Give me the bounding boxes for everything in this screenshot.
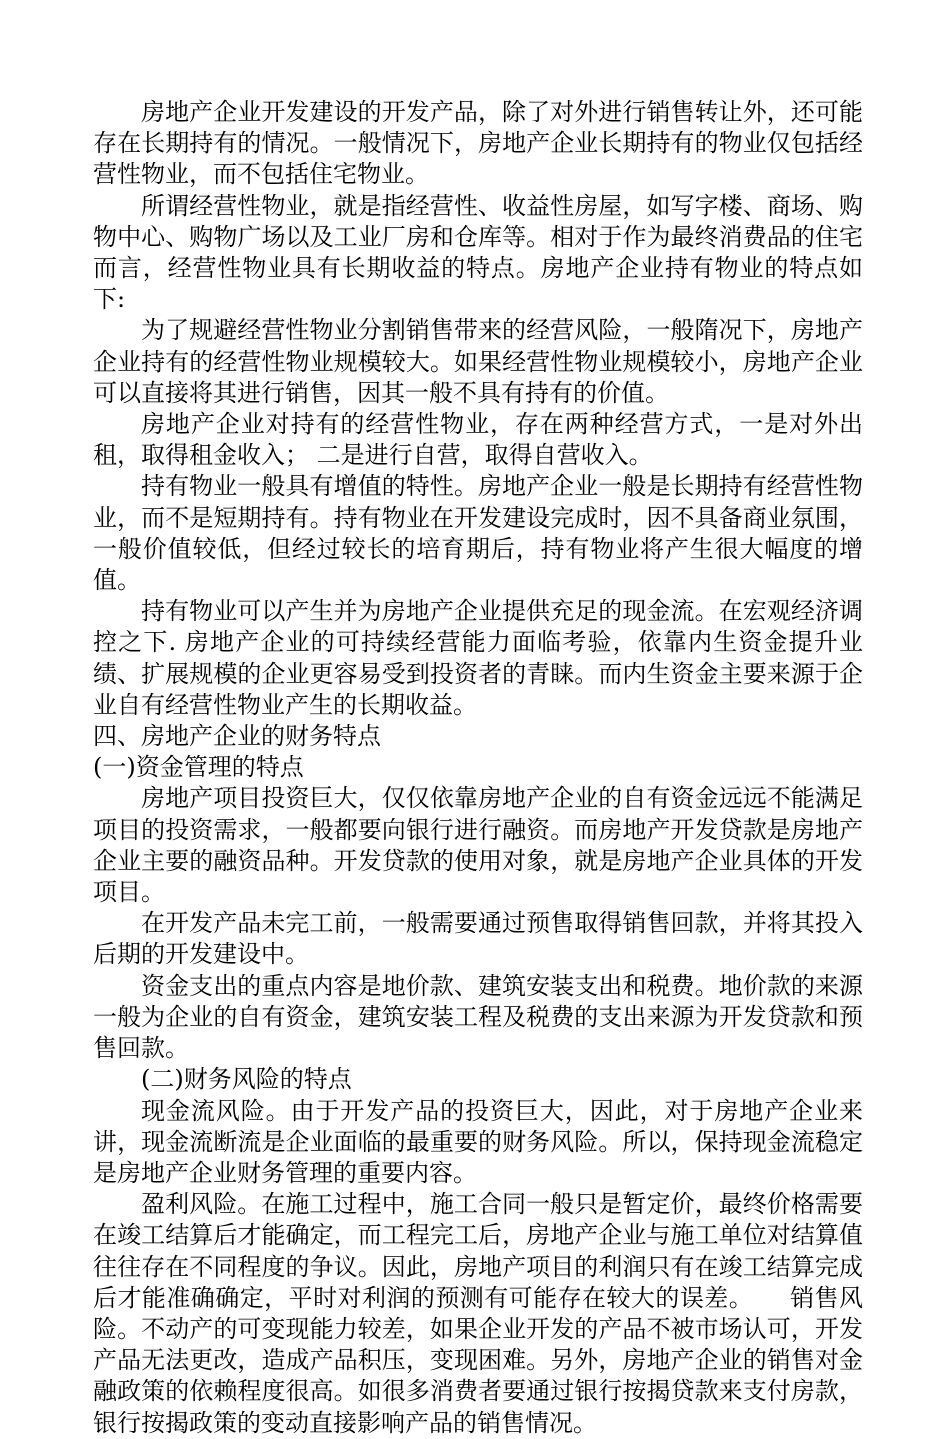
paragraph-presale: 在开发产品未完工前，一般需要通过预售取得销售回款，并将其投入后期的开发建设中。 <box>93 909 863 969</box>
document-body <box>93 97 863 1439</box>
paragraph-operation-modes: 房地产企业对持有的经营性物业，存在两种经营方式，一是对外出租，取得租金收入； 二是进行自营，取得自营收入。 <box>93 410 863 470</box>
paragraph-operating-property-definition: 所谓经营性物业，就是指经营性、收益性房屋，如写字楼、商场、购物中心、购物广场以及工业厂房和仓库等。相对于作为最终消费品的住宅而言，经营性物业具有长期收益的特点。房地产企业持有物业的特点如下: <box>93 191 863 314</box>
paragraph-appreciation: 持有物业一般具有增值的特性。房地产企业一般是长期持有经营性物业，而不是短期持有。持有物业在开发建设完成时，因不具备商业氛围，一般价值较低，但经过较长的培育期后，持有物业将产生很大幅度的增值。 <box>93 472 863 595</box>
paragraph-expenditure: 资金支出的重点内容是地价款、建筑安装支出和税费。地价款的来源一般为企业的自有资金，建筑安装工程及税费的支出来源为开发贷款和预售回款。 <box>93 971 863 1063</box>
paragraph-financing: 房地产项目投资巨大，仅仅依靠房地产企业的自有资金远远不能满足项目的投资需求，一般都要向银行进行融资。而房地产开发贷款是房地产企业主要的融资品种。开发贷款的使用对象，就是房地产企业具体的开发项目。 <box>93 784 863 907</box>
paragraph-cash-flow-risk: 现金流风险。由于开发产品的投资巨大，因此，对于房地产企业来讲，现金流断流是企业面临的最重要的财务风险。所以，保持现金流稳定是房地产企业财务管理的重要内容。 <box>93 1096 863 1187</box>
subheading-financial-risk: (二)财务风险的特点 <box>141 1065 352 1094</box>
subheading-fund-management: (一)资金管理的特点 <box>93 753 304 782</box>
paragraph-held-property-intro: 房地产企业开发建设的开发产品，除了对外进行销售转让外，还可能存在长期持有的情况。一般情况下，房地产企业长期持有的物业仅包括经营性物业，而不包括住宅物业。 <box>93 98 863 189</box>
paragraph-profit-and-sales-risk: 盈利风险。在施工过程中，施工合同一般只是暂定价，最终价格需要在竣工结算后才能确定，而工程完工后，房地产企业与施工单位对结算值往往存在不同程度的争议。因此，房地产项目的利润只有在竣工结算完成后才能准确确定，平时对利润的预测有可能存在较大的误差。 销售风险。不动产的可变现能力较差，如果企业开发的产品不被市场认可，开发产品无法更改，造成产品积压，变现困难。另外，房地产企业的销售对金融政策的依赖程度很高。如很多消费者要通过银行按揭贷款来支付房款，银行按揭政策的变动直接影响产品的销售情况。 <box>93 1190 863 1437</box>
section-heading-financial-features: 四、房地产企业的财务特点 <box>93 722 381 751</box>
paragraph-cash-flow: 持有物业可以产生并为房地产企业提供充足的现金流。在宏观经济调控之下. 房地产企业的可持续经营能力面临考验，依靠内生资金提升业绩、扩展规模的企业更容易受到投资者的青睐。而内生资金主要来源于企业自有经营性物业产生的长期收益。 <box>93 597 863 719</box>
paragraph-scale: 为了规避经营性物业分割销售带来的经营风险，一般隋况下，房地产企业持有的经营性物业规模较大。如果经营性物业规模较小，房地产企业可以直接将其进行销售，因其一般不具有持有的价值。 <box>93 316 863 407</box>
